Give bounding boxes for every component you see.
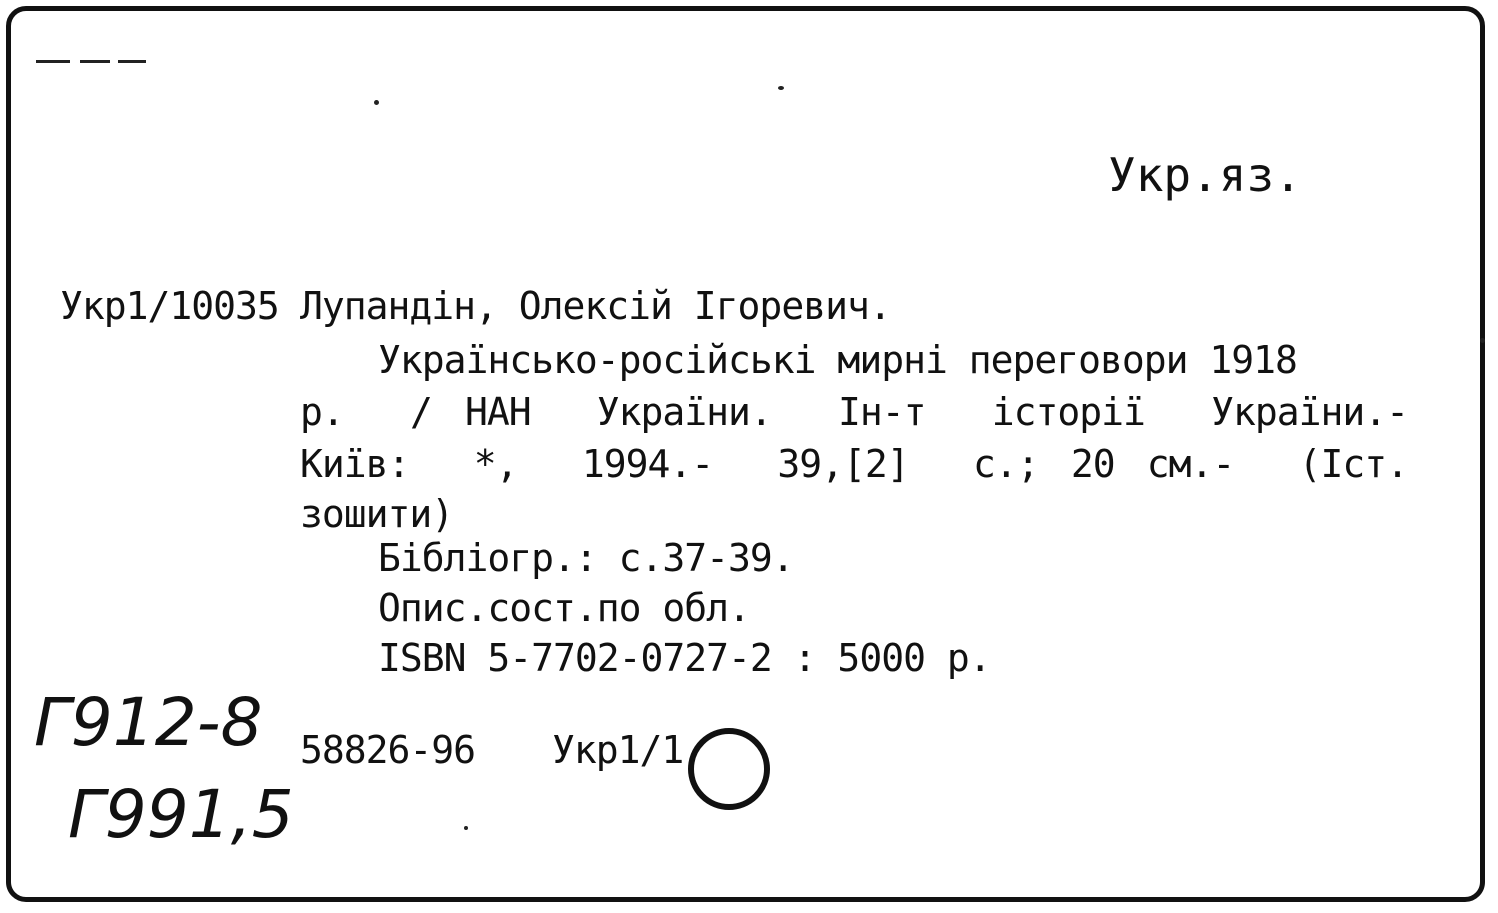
shelf-code: Укр1/10035 <box>60 284 279 328</box>
author-heading: Лупандін, Олексій Ігоревич. <box>300 284 891 328</box>
isbn-price: ISBN 5-7702-0727-2 : 5000 р. <box>378 636 991 680</box>
title-line-1: Українсько-російські мирні переговори 1918 <box>378 338 1297 382</box>
speck <box>1480 338 1485 343</box>
speck <box>778 86 784 90</box>
title-line-2: р. / НАН України. Ін-т історії України.- <box>300 390 1408 434</box>
physical-description-note: Опис.сост.по обл. <box>378 586 750 630</box>
bottom-shelf-code: Укр1/1 <box>552 728 684 772</box>
handwritten-class-1: Г912-8 <box>34 684 263 761</box>
speck <box>464 826 468 830</box>
top-dash-1 <box>36 60 70 63</box>
language-label: Укр.яз. <box>1108 148 1302 202</box>
bibliography-note: Бібліогр.: с.37-39. <box>378 536 794 580</box>
title-line-4: зошити) <box>300 492 454 536</box>
accession-number: 58826-96 <box>300 728 476 772</box>
top-dash-2 <box>80 60 110 63</box>
speck <box>374 100 379 105</box>
title-line-3: Київ: *, 1994.- 39,[2] с.; 20 см.- (Іст. <box>300 442 1408 486</box>
top-dash-3 <box>118 60 146 63</box>
handwritten-class-2: Г991,5 <box>68 776 294 853</box>
hole-punch-circle <box>688 728 770 810</box>
